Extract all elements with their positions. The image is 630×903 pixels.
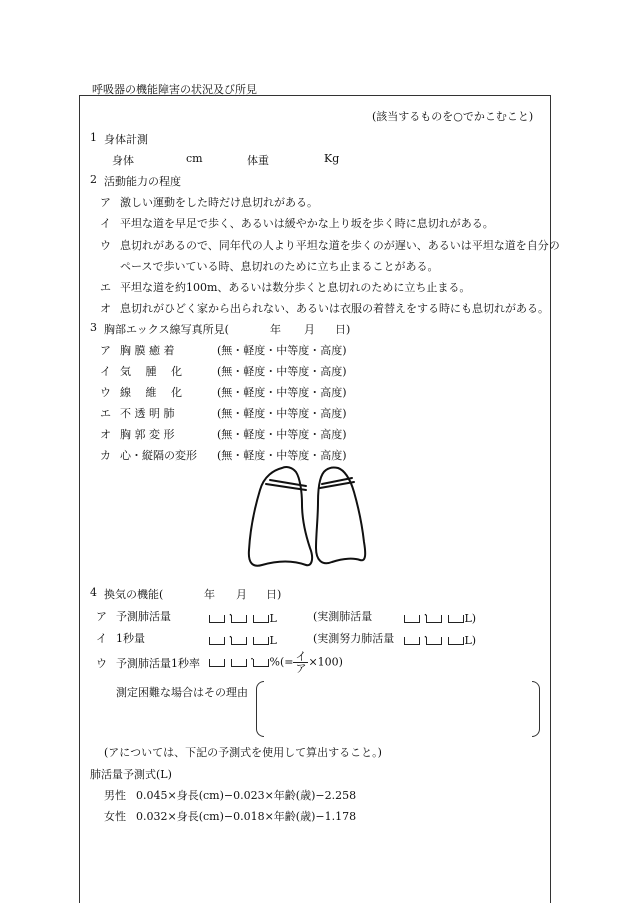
xray-marker-e: エ — [100, 407, 111, 420]
digit-box — [253, 659, 269, 667]
measured-fvc-boxes — [403, 630, 476, 647]
activity-text-u: 息切れがあるので、同年代の人より平坦な道を歩くのが遅い、あるいは平坦な道を自分の — [120, 239, 560, 252]
section4-number: 4 — [90, 586, 97, 599]
predicted-vc-unit: L — [269, 612, 277, 625]
digit-box — [426, 615, 442, 623]
weight-label: 体重 — [247, 154, 269, 167]
section2-heading: 活動能力の程度 — [104, 175, 181, 188]
xray-marker-u: ウ — [100, 386, 111, 399]
fraction-numerator: イ — [295, 650, 307, 663]
section3-year: 年 — [270, 323, 281, 336]
digit-box — [209, 659, 225, 667]
digit-box — [404, 615, 420, 623]
xray-marker-ka: カ — [100, 449, 111, 462]
xray-options-i: (無・軽度・中等度・高度) — [217, 365, 347, 378]
activity-marker-o: オ — [100, 302, 111, 315]
digit-box — [209, 615, 225, 623]
measured-vc-boxes — [403, 608, 476, 625]
weight-unit: Kg — [324, 152, 340, 165]
xray-label-ka: 心・縦隔の変形 — [120, 449, 197, 462]
formula-heading: 肺活量予測式(L) — [90, 768, 172, 781]
calculation-note: (アについては、下記の予測式を使用して算出すること。) — [104, 746, 382, 759]
activity-text-a: 激しい運動をした時だけ息切れがある。 — [120, 196, 318, 209]
page-title: 呼吸器の機能障害の状況及び所見 — [92, 83, 257, 96]
digit-box — [209, 637, 225, 645]
section1-number: 1 — [90, 131, 97, 144]
measured-fvc-label: (実測努力肺活量 — [313, 632, 395, 645]
xray-label-e: 不 透 明 肺 — [120, 407, 175, 420]
digit-box — [404, 637, 420, 645]
difficulty-label: 測定困難な場合はその理由 — [116, 686, 248, 699]
xray-label-a: 胸 膜 癒 着 — [120, 344, 175, 357]
lung-outline-diagram — [240, 462, 370, 577]
ventilation-marker-i: イ — [96, 632, 107, 645]
digit-box — [231, 659, 247, 667]
section4-month: 月 — [236, 588, 247, 601]
xray-options-ka: (無・軽度・中等度・高度) — [217, 449, 347, 462]
reason-bracket-right — [532, 681, 540, 737]
section3-day: 日) — [335, 323, 351, 336]
xray-options-o: (無・軽度・中等度・高度) — [217, 428, 347, 441]
female-formula: 0.032×身長(cm)−0.018×年齢(歳)−1.178 — [136, 810, 357, 823]
digit-box — [253, 615, 269, 623]
section2-number: 2 — [90, 173, 97, 186]
fraction — [293, 651, 308, 674]
xray-label-u: 線 維 化 — [120, 386, 182, 399]
reason-bracket-left — [256, 681, 264, 737]
xray-options-u: (無・軽度・中等度・高度) — [217, 386, 347, 399]
decimal-point: ・ — [247, 654, 257, 665]
measured-fvc-unit: L) — [464, 634, 477, 647]
digit-box — [253, 637, 269, 645]
decimal-point: ・ — [421, 611, 431, 621]
fev1-boxes — [208, 630, 277, 647]
height-unit: cm — [186, 152, 203, 165]
decimal-point: ・ — [421, 633, 431, 643]
activity-marker-a: ア — [100, 196, 111, 209]
fev1-unit: L — [269, 634, 277, 647]
digit-box — [448, 637, 464, 645]
digit-box — [426, 637, 442, 645]
fraction-denominator: ア — [295, 662, 307, 675]
height-label: 身体 — [112, 154, 134, 167]
fev1-label: 1秒量 — [116, 632, 145, 645]
activity-marker-i: イ — [100, 217, 111, 230]
xray-marker-i: イ — [100, 365, 111, 378]
xray-options-a: (無・軽度・中等度・高度) — [217, 344, 347, 357]
ventilation-marker-u: ウ — [96, 657, 107, 670]
xray-marker-a: ア — [100, 344, 111, 357]
decimal-point: ・ — [226, 633, 236, 643]
section3-heading: 胸部エックス線写真所見( — [104, 323, 229, 336]
activity-text-e: 平坦な道を約100m、あるいは数分歩くと息切れのために立ち止まる。 — [120, 281, 471, 294]
fev1-ratio-unit: %(= — [269, 655, 294, 669]
section4-year: 年 — [204, 588, 215, 601]
activity-marker-e: エ — [100, 281, 111, 294]
fev1-ratio-times: ×100) — [308, 655, 343, 669]
predicted-vc-label: 予測肺活量 — [116, 610, 171, 623]
instruction-text: (該当するものを○でかこむこと) — [372, 110, 534, 123]
xray-options-e: (無・軽度・中等度・高度) — [217, 407, 347, 420]
xray-label-o: 胸 郭 変 形 — [120, 428, 175, 441]
xray-label-i: 気 腫 化 — [120, 365, 182, 378]
digit-box — [448, 615, 464, 623]
section4-day: 日) — [266, 588, 282, 601]
section1-heading: 身体計測 — [104, 133, 148, 146]
measured-vc-unit: L) — [464, 612, 477, 625]
female-label: 女性 — [104, 810, 126, 823]
male-formula: 0.045×身長(cm)−0.023×年齢(歳)−2.258 — [136, 789, 357, 802]
xray-marker-o: オ — [100, 428, 111, 441]
ventilation-marker-a: ア — [96, 610, 107, 623]
digit-box — [231, 637, 247, 645]
section3-number: 3 — [90, 321, 97, 334]
predicted-vc-boxes — [208, 608, 277, 625]
measured-vc-label: (実測肺活量 — [313, 610, 373, 623]
activity-text-o: 息切れがひどく家から出られない、あるいは衣服の着替えをする時にも息切れがある。 — [120, 302, 549, 315]
digit-box — [231, 615, 247, 623]
activity-marker-u: ウ — [100, 239, 111, 252]
activity-text-u-cont: ペースで歩いている時、息切れのために立ち止まることがある。 — [120, 260, 439, 273]
section4-heading: 換気の機能( — [104, 588, 164, 601]
activity-text-i: 平坦な道を早足で歩く、あるいは緩やかな上り坂を歩く時に息切れがある。 — [120, 217, 494, 230]
decimal-point: ・ — [226, 611, 236, 621]
male-label: 男性 — [104, 789, 126, 802]
section3-month: 月 — [304, 323, 315, 336]
fev1-ratio-label: 予測肺活量1秒率 — [116, 657, 200, 670]
fev1-ratio-boxes — [208, 651, 343, 674]
